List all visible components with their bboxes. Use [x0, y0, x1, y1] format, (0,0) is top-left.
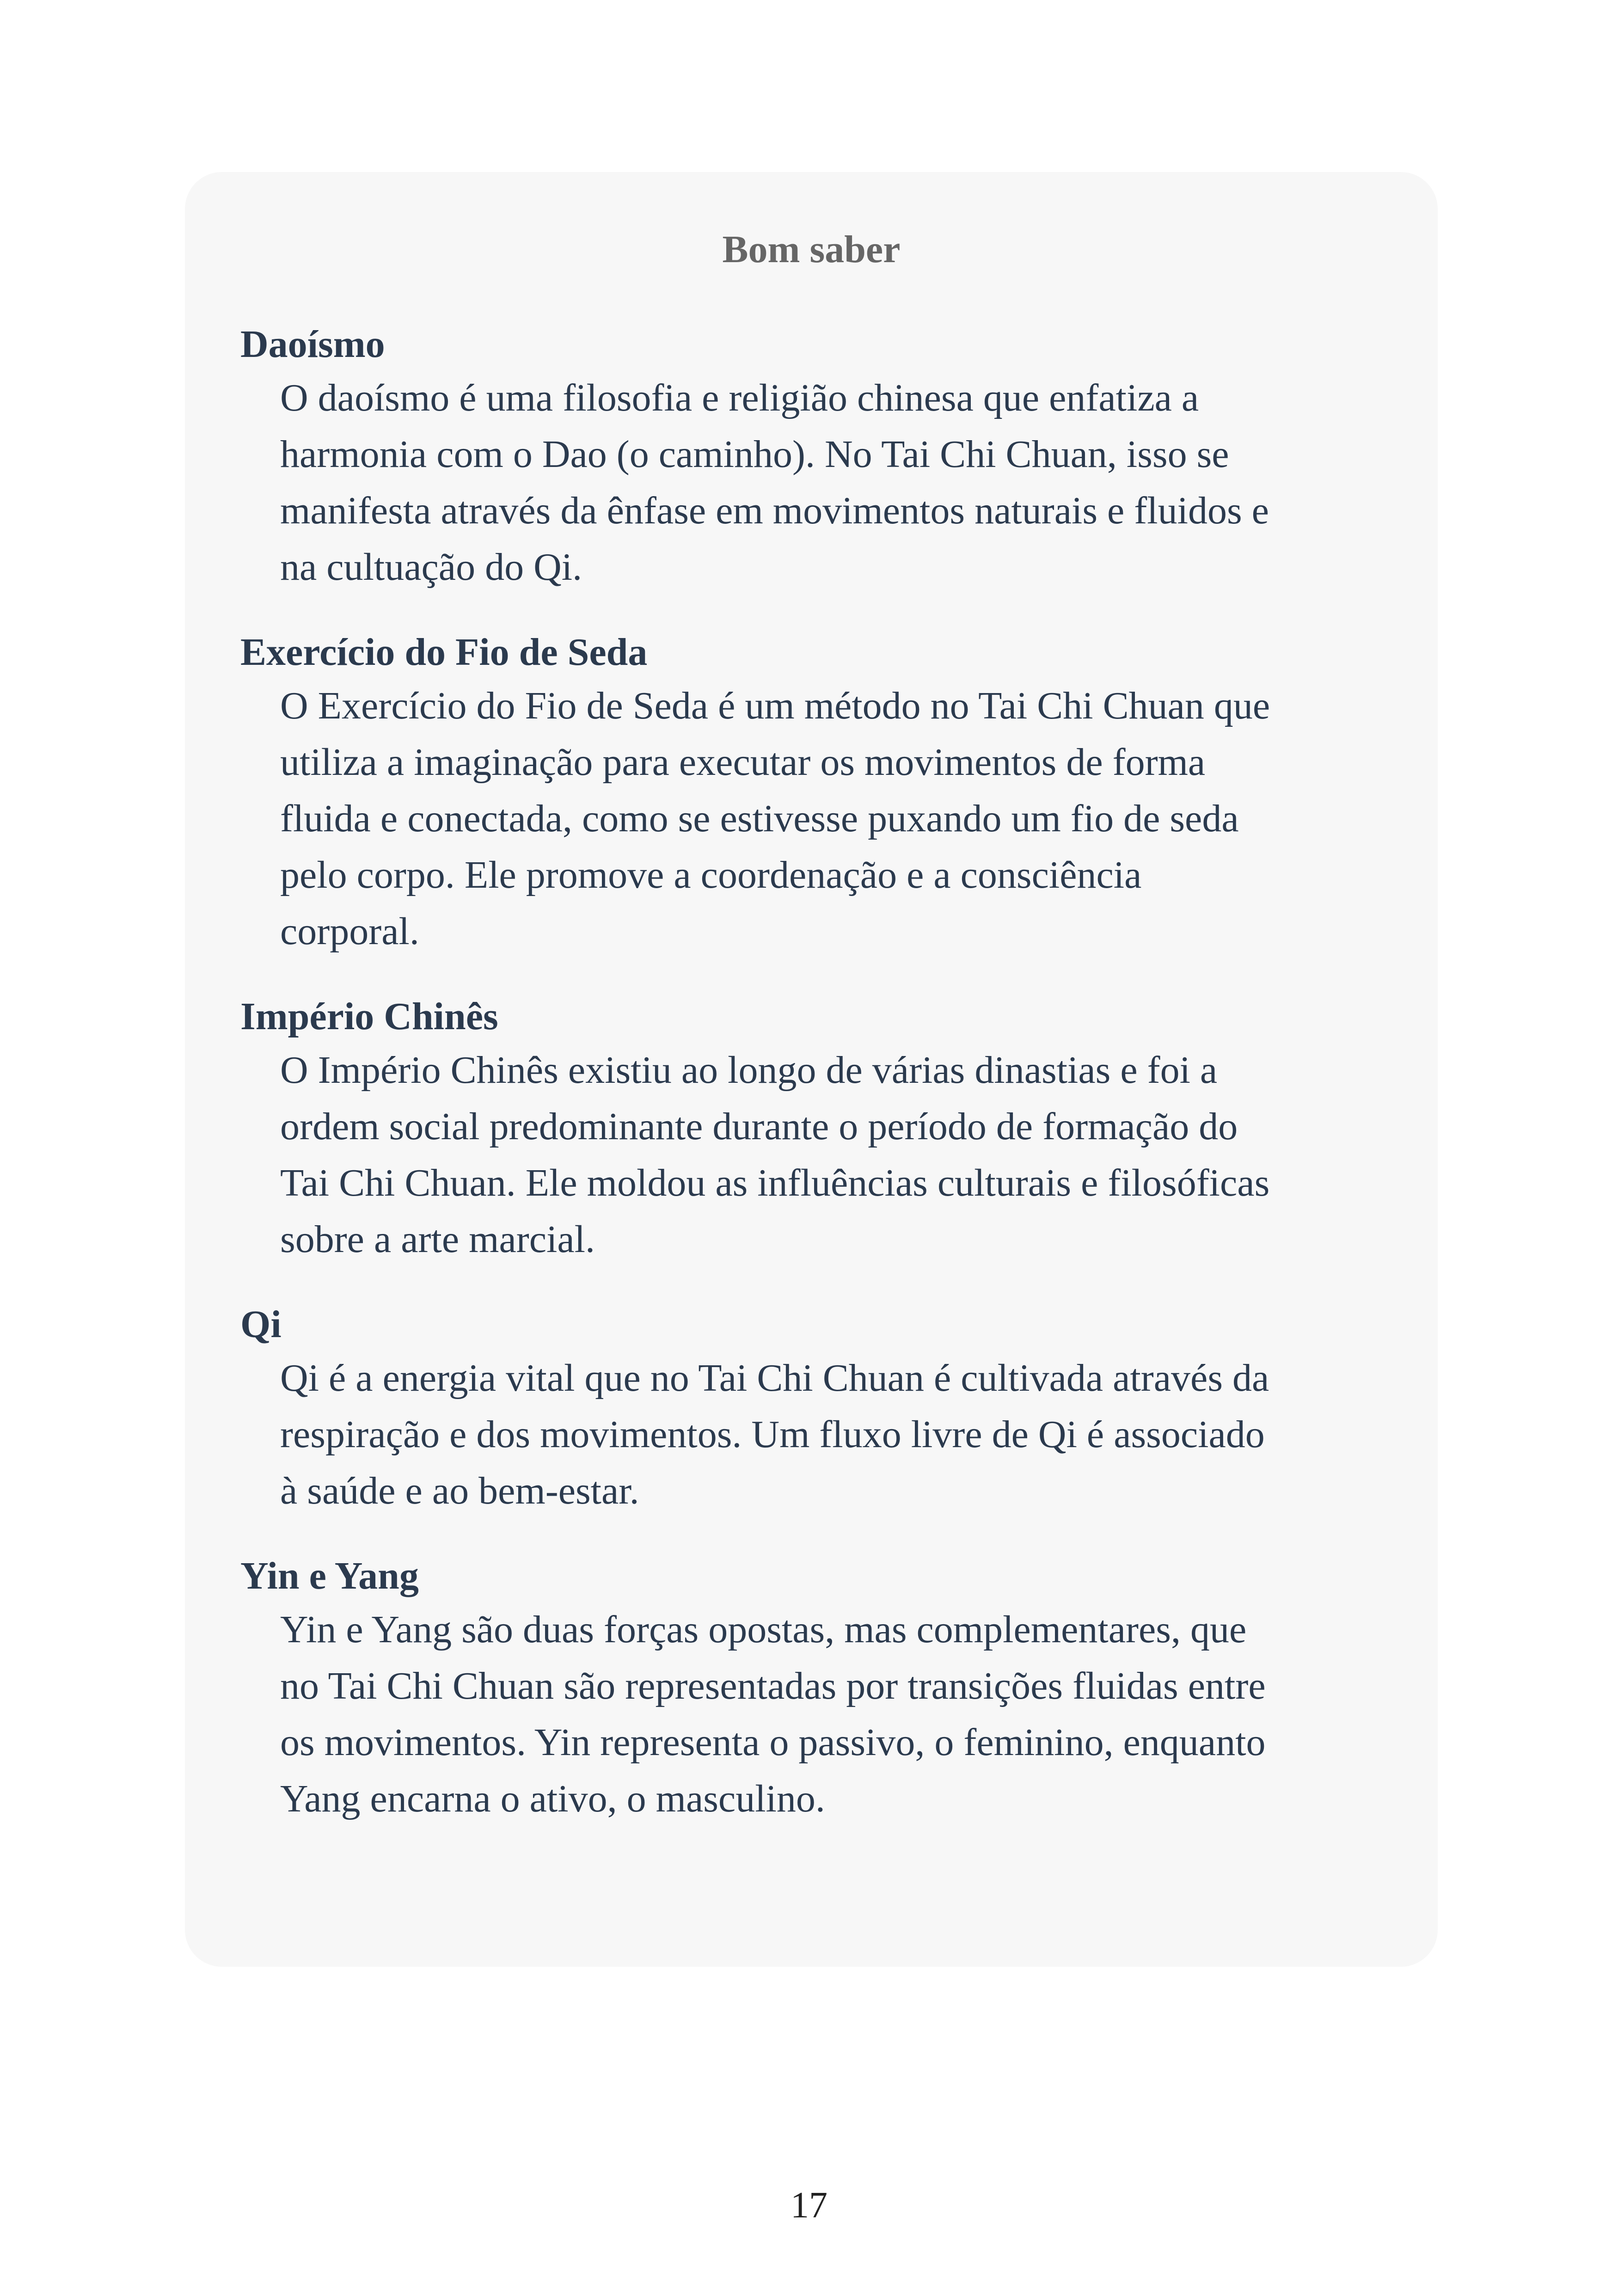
entry-term: Qi	[240, 1303, 282, 1346]
glossary-entry	[240, 1551, 1438, 1827]
glossary-entry	[240, 991, 1438, 1268]
glossary-entry	[240, 1299, 1438, 1519]
info-box	[185, 172, 1438, 1967]
glossary-entry	[240, 319, 1438, 595]
entry-term: Exercício do Fio de Seda	[240, 631, 648, 674]
entry-definition: O Exercício do Fio de Seda é um método no Tai Chi Chuan que utiliza a imaginação para executar os movimentos de forma fluida e conectada, como se estivesse puxando um fio de seda pelo corpo. Ele promove a coordenação e a consciência corporal.	[280, 684, 1270, 953]
entry-term: Império Chinês	[240, 995, 498, 1038]
glossary-entry	[240, 627, 1438, 960]
entry-term: Yin e Yang	[240, 1554, 419, 1597]
box-title: Bom saber	[722, 228, 901, 271]
entry-definition: Yin e Yang são duas forças opostas, mas complementares, que no Tai Chi Chuan são representadas por transições fluidas entre os movimentos. Yin representa o passivo, o feminino, enquanto Yang encarna o ativo, o masculino.	[280, 1608, 1266, 1820]
page-number: 17	[791, 2185, 827, 2226]
entry-definition: Qi é a energia vital que no Tai Chi Chuan é cultivada através da respiração e dos movimentos. Um fluxo livre de Qi é associado à saúde e ao bem-estar.	[280, 1357, 1269, 1512]
entry-definition: O Império Chinês existiu ao longo de várias dinastias e foi a ordem social predominante durante o período de formação do Tai Chi Chuan. Ele moldou as influências culturais e filosóficas sobre a arte marcial.	[280, 1049, 1270, 1261]
entry-term: Daoísmo	[240, 323, 385, 366]
entry-definition: O daoísmo é uma filosofia e religião chinesa que enfatiza a harmonia com o Dao (o caminho). No Tai Chi Chuan, isso se manifesta através da ênfase em movimentos naturais e fluidos e na cultuação do Qi.	[280, 376, 1269, 589]
